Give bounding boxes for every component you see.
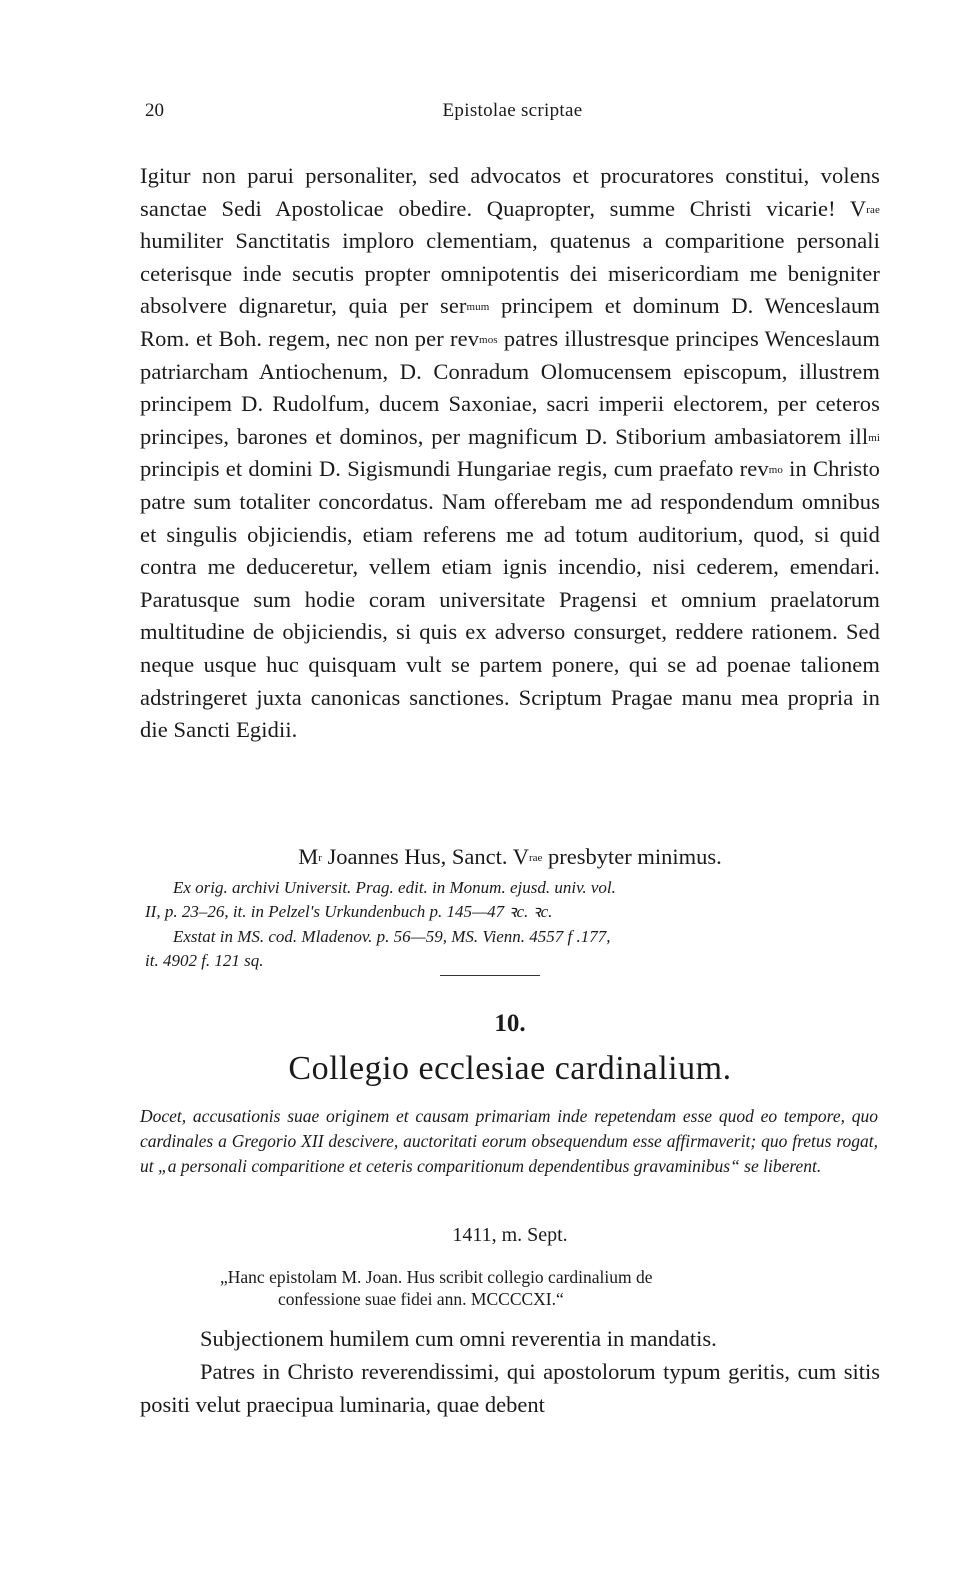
page-header xyxy=(145,100,880,128)
signature-text: presbyter minimus. xyxy=(542,844,722,869)
note-line: it. 4902 f. 121 sq. xyxy=(145,951,264,970)
section-divider xyxy=(440,975,540,976)
superscript-abbreviation: rae xyxy=(528,852,543,864)
source-note xyxy=(220,1266,875,1310)
superscript-abbreviation: r xyxy=(318,852,322,864)
document-date: 1411, m. Sept. xyxy=(452,1224,568,1246)
body-text-segment: humiliter Sanctitatis imploro clementiam, quatenus a comparitione personali ceterisque inde secutis propter omnipotentis dei misericordiam me benigniter absolvere dignaretur, quia per ser xyxy=(140,228,880,319)
document-summary: Docet, accusationis suae originem et causam primariam inde repetendam esse quod eo tempore, quo cardinales a Gregorio XII descivere, auctoritati eorum obsequendum esse affirmaverit; quo fretus rogat, ut „a personali comparitione et ceteris comparitionum dependentibus gravaminibus“ se liberent. xyxy=(140,1106,878,1176)
signature-line xyxy=(140,842,880,872)
superscript-abbreviation: mos xyxy=(479,333,498,346)
signature-text: Joannes Hus, Sanct. V xyxy=(321,844,529,869)
source-note-line: „Hanc epistolam M. Joan. Hus scribit collegio cardinalium de xyxy=(220,1267,653,1287)
letter-opening xyxy=(140,1322,880,1421)
source-note-2 xyxy=(145,925,875,973)
body-paragraph xyxy=(140,160,880,747)
body-text-segment: in Christo patre sum totaliter concordatus. Nam offerebam me ad respondendum omnibus et singulis objiciendis, etiam referens me ad totum auditorium, quod, si quid contra me deduceretur, vellem etiam ignis incendio, nisi cederem, emendari. Paratusque sum hodie coram universitate Pragensi et omnium praelatorum multitudine de objiciendis, si quis ex adverso consurget, reddere rationem. Sed neque usque huc quisquam vult se partem ponere, qui se ad poenae talionem adstringeret juxta canonicas sanctiones. Scriptum Pragae manu mea propria in die Sancti Egidii. xyxy=(140,456,880,743)
body-text-segment: patres illustresque principes Wenceslaum patriarcham Antiochenum, D. Conradum Olomucensem episcopum, illustrem principem D. Rudolfum, ducem Saxoniae, sacri imperii electorem, per ceteros principes, barones et dominos, per magnificum D. Stiborium ambasiatorem ill xyxy=(140,325,880,449)
running-head: Epistolae scriptae xyxy=(442,100,583,121)
source-note-1 xyxy=(145,876,875,924)
page-number: 20 xyxy=(145,100,164,121)
source-note-line: confessione suae fidei ann. MCCCCXI.“ xyxy=(278,1289,564,1309)
superscript-abbreviation: mo xyxy=(768,464,783,477)
letter-continuation xyxy=(140,160,880,747)
salutation: Subjectionem humilem cum omni reverentia in mandatis. xyxy=(200,1326,717,1351)
opening-paragraph: Patres in Christo reverendissimi, qui apostolorum typum geritis, cum sitis positi velut praecipua luminaria, quae debent xyxy=(140,1359,880,1417)
superscript-abbreviation: mi xyxy=(868,431,880,444)
body-text-segment: principem et dominum D. Wenceslaum Rom. et Boh. regem, nec non per rev xyxy=(140,293,880,351)
document-number: 10. xyxy=(494,1010,526,1037)
note-line: II, p. 23–26, it. in Pelzel's Urkundenbuch p. 145—47 ꝛc. ꝛc. xyxy=(145,902,553,921)
note-line: Exstat in MS. cod. Mladenov. p. 56—59, MS. Vienn. 4557 f .177, xyxy=(173,927,611,946)
body-text-segment: Igitur non parui personaliter, sed advocatos et procuratores constitui, volens sanctae Sedi Apostolicae obedire. Quapropter, summe Christi vicarie! V xyxy=(140,163,880,221)
document-title: Collegio ecclesiae cardinalium. xyxy=(288,1050,732,1087)
superscript-abbreviation: mum xyxy=(466,301,490,314)
note-line: Ex orig. archivi Universit. Prag. edit. in Monum. ejusd. univ. vol. xyxy=(173,878,616,897)
superscript-abbreviation: rae xyxy=(866,203,880,216)
body-text-segment: principis et domini D. Sigismundi Hungariae regis, cum praefato rev xyxy=(140,456,769,482)
signature-text: M xyxy=(298,844,319,869)
